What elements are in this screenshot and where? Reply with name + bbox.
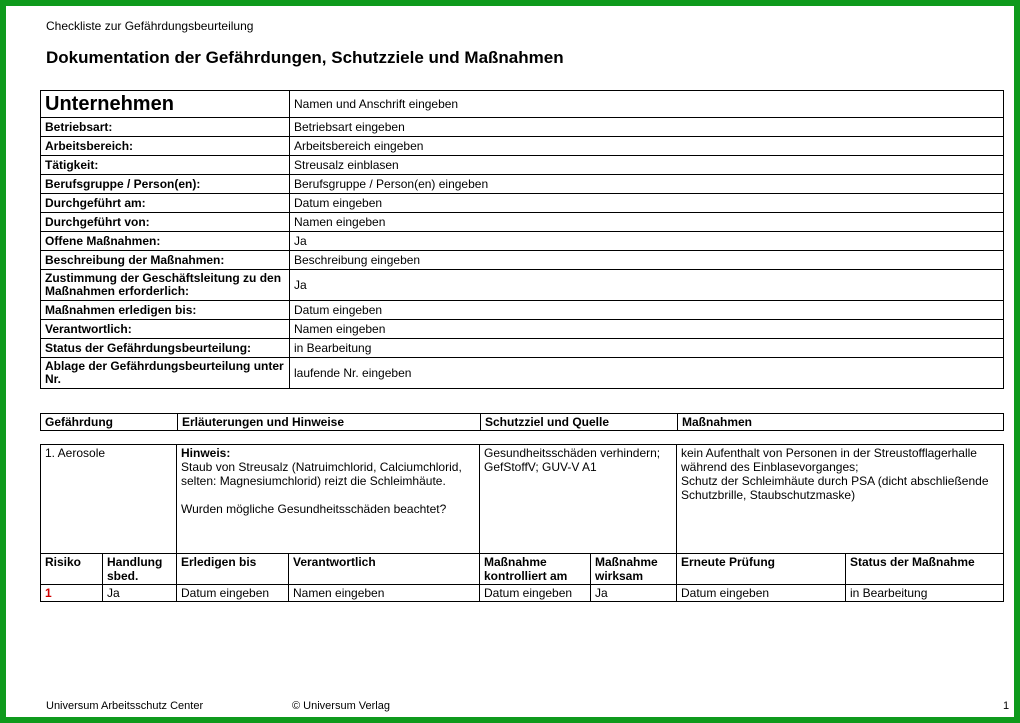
info-row <box>41 232 1004 251</box>
checked-label: Maßnahme kontrolliert am <box>480 554 591 585</box>
company-label: Unternehmen <box>41 91 290 118</box>
info-value[interactable]: Streusalz einblasen <box>290 156 1004 175</box>
info-label: Maßnahmen erledigen bis: <box>41 301 290 320</box>
status-value[interactable]: in Bearbeitung <box>846 585 1004 602</box>
info-value[interactable]: Ja <box>290 232 1004 251</box>
checked-value[interactable]: Datum eingeben <box>480 585 591 602</box>
col-notes-header: Erläuterungen und Hinweise <box>178 414 481 431</box>
info-value[interactable]: Datum eingeben <box>290 194 1004 213</box>
info-label: Arbeitsbereich: <box>41 137 290 156</box>
measures-text: kein Aufenthalt von Personen in der Streustofflagerhalle während des Einblasevorganges; Schutz der Schleimhäute durch PSA (dicht abschließende Schutzbrille, Staubschutzmaske) <box>677 445 1004 554</box>
info-label: Beschreibung der Maßnahmen: <box>41 251 290 270</box>
document-header: Checkliste zur Gefährdungsbeurteilung <box>46 19 254 33</box>
info-row <box>41 358 1004 389</box>
page-title: Dokumentation der Gefährdungen, Schutzziele und Maßnahmen <box>46 48 564 67</box>
col-hazard-header: Gefährdung <box>41 414 178 431</box>
col-goal-header: Schutzziel und Quelle <box>481 414 678 431</box>
info-row <box>41 339 1004 358</box>
measure-labels-row <box>41 554 1004 585</box>
info-label: Ablage der Gefährdungsbeurteilung unter Nr. <box>41 358 290 389</box>
info-value[interactable]: Betriebsart eingeben <box>290 118 1004 137</box>
recheck-label: Erneute Prüfung <box>677 554 846 585</box>
info-row <box>41 156 1004 175</box>
info-row <box>41 118 1004 137</box>
info-value[interactable]: Arbeitsbereich eingeben <box>290 137 1004 156</box>
info-row <box>41 137 1004 156</box>
effective-value[interactable]: Ja <box>591 585 677 602</box>
info-label: Durchgeführt von: <box>41 213 290 232</box>
info-row <box>41 175 1004 194</box>
due-label: Erledigen bis <box>177 554 289 585</box>
info-label: Offene Maßnahmen: <box>41 232 290 251</box>
company-row <box>41 91 1004 118</box>
info-value[interactable]: laufende Nr. eingeben <box>290 358 1004 389</box>
status-label: Status der Maßnahme <box>846 554 1004 585</box>
info-label: Zustimmung der Geschäftsleitung zu den Maßnahmen erforderlich: <box>41 270 290 301</box>
hint-text: Staub von Streusalz (Natruimchlorid, Calciumchlorid, selten: Magnesiumchlorid) reizt die Schleimhäute. <box>181 460 462 488</box>
info-value[interactable]: Namen eingeben <box>290 320 1004 339</box>
effective-label: Maßnahme wirksam <box>591 554 677 585</box>
recheck-value[interactable]: Datum eingeben <box>677 585 846 602</box>
footer-left: Universum Arbeitsschutz Center <box>46 700 204 712</box>
measure-values-row <box>41 585 1004 602</box>
info-value[interactable]: Ja <box>290 270 1004 301</box>
info-value[interactable]: Berufsgruppe / Person(en) eingeben <box>290 175 1004 194</box>
footer-copyright: © Universum Verlag <box>292 700 390 712</box>
info-label: Tätigkeit: <box>41 156 290 175</box>
protection-goal: Gesundheitsschäden verhindern; GefStoffV; GUV-V A1 <box>480 445 677 554</box>
risk-label: Risiko <box>41 554 103 585</box>
hazard-header-table <box>40 413 1004 431</box>
info-label: Status der Gefährdungsbeurteilung: <box>41 339 290 358</box>
info-row <box>41 213 1004 232</box>
hazard-description-row <box>41 445 1004 554</box>
hazard-notes <box>177 445 480 554</box>
col-measures-header: Maßnahmen <box>678 414 1004 431</box>
info-row <box>41 270 1004 301</box>
company-info-table <box>40 90 1004 389</box>
info-label: Verantwortlich: <box>41 320 290 339</box>
action-needed-value[interactable]: Ja <box>103 585 177 602</box>
info-row <box>41 251 1004 270</box>
info-row <box>41 301 1004 320</box>
info-label: Berufsgruppe / Person(en): <box>41 175 290 194</box>
page-number: 1 <box>1003 700 1010 712</box>
info-value[interactable]: Namen eingeben <box>290 213 1004 232</box>
info-value[interactable]: Datum eingeben <box>290 301 1004 320</box>
hazard-table <box>40 444 1004 602</box>
responsible-value[interactable]: Namen eingeben <box>289 585 480 602</box>
company-value[interactable]: Namen und Anschrift eingeben <box>290 91 1004 118</box>
hint-question: Wurden mögliche Gesundheitsschäden beachtet? <box>181 502 447 516</box>
info-value[interactable]: Beschreibung eingeben <box>290 251 1004 270</box>
responsible-label: Verantwortlich <box>289 554 480 585</box>
info-label: Durchgeführt am: <box>41 194 290 213</box>
info-label: Betriebsart: <box>41 118 290 137</box>
info-row <box>41 194 1004 213</box>
risk-value[interactable]: 1 <box>41 585 103 602</box>
action-needed-label: Handlung sbed. <box>103 554 177 585</box>
hazard-name: 1. Aerosole <box>41 445 177 554</box>
info-value[interactable]: in Bearbeitung <box>290 339 1004 358</box>
hint-title: Hinweis: <box>181 446 231 460</box>
due-value[interactable]: Datum eingeben <box>177 585 289 602</box>
info-row <box>41 320 1004 339</box>
